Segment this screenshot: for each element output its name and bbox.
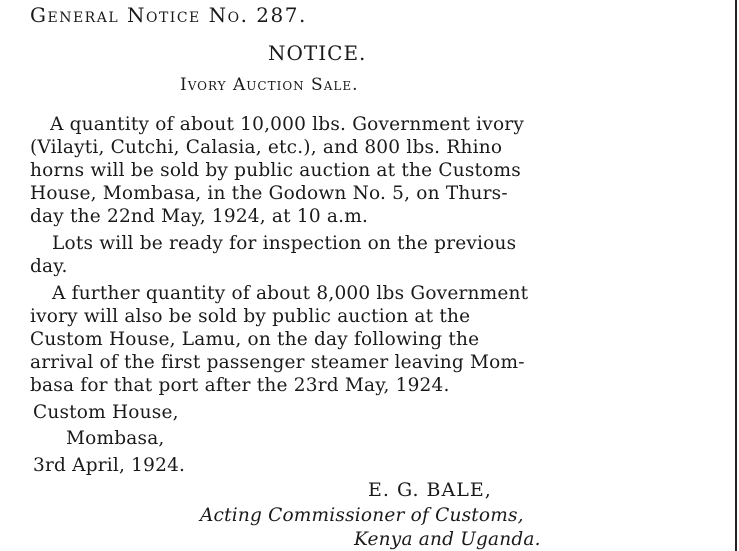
signatory-name: E. G. BALE, [368, 479, 492, 501]
paragraph1-line3: horns will be sold by public auction at the Customs [30, 160, 521, 181]
paragraph1-line4: House, Mombasa, in the Godown No. 5, on Thurs- [30, 183, 508, 204]
page-edge-rule [735, 0, 737, 551]
address-date: 3rd April, 1924. [33, 455, 186, 476]
paragraph3-line3: Custom House, Lamu, on the day following the [30, 329, 480, 350]
paragraph3-line1: A further quantity of about 8,000 lbs Government [52, 283, 529, 304]
paragraph3-line5: basa for that port after the 23rd May, 1924. [30, 375, 450, 396]
paragraph2-line1: Lots will be ready for inspection on the previous [52, 233, 517, 254]
paragraph3-line2: ivory will also be sold by public auction at the [30, 306, 471, 327]
address-line2: Mombasa, [66, 428, 165, 449]
address-line1: Custom House, [33, 402, 179, 423]
paragraph3-line4: arrival of the first passenger steamer leaving Mom- [30, 352, 525, 373]
paragraph1-line2: (Vilayti, Cutchi, Calasia, etc.), and 800 lbs. Rhino [30, 137, 503, 158]
signatory-title: Acting Commissioner of Customs, [200, 505, 524, 526]
notice-title: NOTICE. [268, 41, 367, 65]
signatory-region: Kenya and Uganda. [354, 529, 541, 550]
paragraph1-line1: A quantity of about 10,000 lbs. Government ivory [50, 114, 524, 135]
notice-number-heading: General Notice No. 287. [30, 3, 307, 27]
paragraph1-line5: day the 22nd May, 1924, at 10 a.m. [30, 206, 369, 227]
notice-subtitle: Ivory Auction Sale. [180, 75, 359, 95]
paragraph2-line2: day. [30, 256, 68, 277]
